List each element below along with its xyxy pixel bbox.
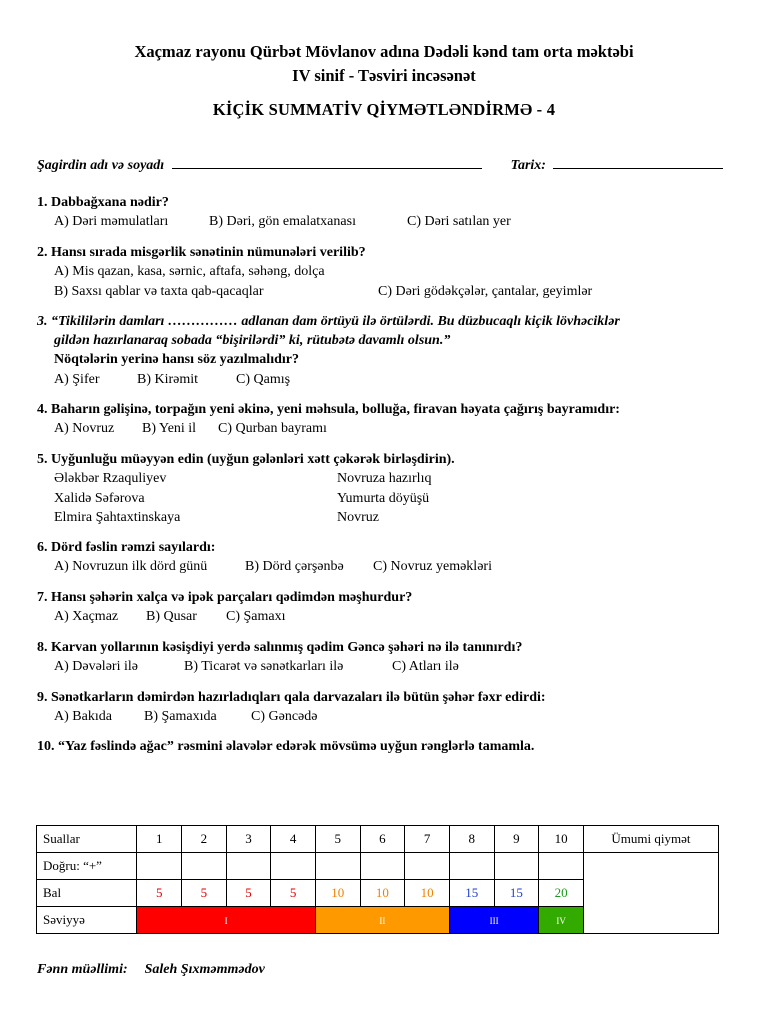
points-cell: 5 — [271, 880, 316, 907]
q2-option-c[interactable]: C) Dəri gödəkçələr, çantalar, geyimlər — [378, 284, 593, 299]
level-label: IV — [556, 916, 566, 926]
q9-option-b[interactable]: B) Şamaxıda — [144, 709, 217, 724]
question-3-line-2: gildən hazırlanaraq sobada “bişirilərdi” ki, rütubətə davamlı olsun.” — [54, 333, 451, 348]
level-cell — [137, 907, 315, 934]
q7-option-b[interactable]: B) Qusar — [146, 609, 197, 624]
q7-option-a[interactable]: A) Xaçmaz — [54, 609, 119, 624]
question-6: 6. Dörd fəslin rəmzi sayılardı: — [37, 540, 216, 555]
question-number: 2 — [182, 826, 227, 853]
school-name: Xaçmaz rayonu Qürbət Mövlanov adına Dədəli kənd tam orta məktəbi — [134, 42, 634, 61]
q4-option-c[interactable]: C) Qurban bayramı — [218, 421, 327, 436]
match-left-3[interactable]: Elmira Şahtaxtinskaya — [54, 510, 181, 525]
row-label-correct: Doğru: “+” — [37, 853, 137, 880]
level-label: III — [489, 916, 499, 926]
question-number: 4 — [271, 826, 316, 853]
question-8: 8. Karvan yollarının kəsişdiyi yerdə salınmış qədim Gəncə şəhəri nə ilə tanınırdı? — [37, 640, 523, 655]
points-cell: 5 — [226, 880, 271, 907]
correct-cell[interactable] — [315, 853, 360, 880]
question-3-line-3: Nöqtələrin yerinə hansı söz yazılmalıdır? — [54, 352, 299, 367]
question-4: 4. Baharın gəlişinə, torpağın yeni əkinə, yeni məhsula, bolluğa, firavan həyata çağırış bayramıdır: — [37, 402, 620, 417]
teacher-name: Saleh Şıxməmmədov — [144, 962, 265, 977]
q1-option-a[interactable]: A) Dəri məmulatları — [54, 214, 169, 229]
question-number: 5 — [315, 826, 360, 853]
question-9: 9. Sənətkarların dəmirdən hazırladıqları qala darvazaları ilə bütün şəhər fəxr edirdi: — [37, 690, 546, 705]
question-7: 7. Hansı şəhərin xalça və ipək parçaları qədimdən məşhurdur? — [37, 590, 413, 605]
points-cell: 10 — [360, 880, 405, 907]
points-cell: 10 — [315, 880, 360, 907]
points-cell: 5 — [137, 880, 182, 907]
student-info-line — [37, 156, 723, 175]
question-1: 1. Dabbağxana nədir? — [37, 195, 169, 210]
match-left-1[interactable]: Ələkbər Rzaquliyev — [54, 471, 167, 486]
correct-cell[interactable] — [405, 853, 450, 880]
q4-option-a[interactable]: A) Novruz — [54, 421, 115, 436]
correct-cell[interactable] — [539, 853, 584, 880]
level-cell — [539, 907, 584, 934]
q1-option-c[interactable]: C) Dəri satılan yer — [407, 214, 511, 229]
q4-option-b[interactable]: B) Yeni il — [142, 421, 197, 436]
level-label: I — [224, 916, 228, 926]
points-cell: 15 — [449, 880, 494, 907]
correct-cell[interactable] — [271, 853, 316, 880]
table-row-questions — [37, 826, 719, 853]
score-table — [36, 825, 719, 934]
correct-cell[interactable] — [494, 853, 539, 880]
match-right-3[interactable]: Novruz — [337, 510, 379, 525]
assessment-title: KİÇİK SUMMATİV QİYMƏTLƏNDİRMƏ - 4 — [212, 100, 556, 119]
q7-option-c[interactable]: C) Şamaxı — [226, 609, 286, 624]
date-label: Tarix: — [510, 158, 546, 173]
question-3-line-1: 3. “Tikililərin damları …………… adlanan dam örtüyü ilə örtülərdi. Bu düzbucaqlı kiçik lövhəciklər — [37, 314, 620, 329]
correct-cell[interactable] — [182, 853, 227, 880]
q2-option-a[interactable]: A) Mis qazan, kasa, sərnic, aftafa, səhəng, dolça — [54, 264, 325, 279]
question-number: 9 — [494, 826, 539, 853]
date-field[interactable] — [553, 156, 723, 169]
student-name-label: Şagirdin adı və soyadı — [37, 158, 165, 173]
row-label-level: Səviyyə — [37, 907, 137, 934]
match-right-1[interactable]: Novruza hazırlıq — [337, 471, 432, 486]
q2-option-b[interactable]: B) Saxsı qablar və taxta qab-qacaqlar — [54, 284, 264, 299]
correct-cell[interactable] — [226, 853, 271, 880]
q6-option-b[interactable]: B) Dörd çərşənbə — [245, 559, 344, 574]
q8-option-b[interactable]: B) Ticarət və sənətkarları ilə — [184, 659, 344, 674]
teacher-label: Fənn müəllimi: — [37, 962, 128, 977]
teacher-line — [37, 962, 265, 978]
points-cell: 20 — [539, 880, 584, 907]
total-score-cell[interactable] — [583, 853, 718, 934]
points-cell: 15 — [494, 880, 539, 907]
points-cell: 10 — [405, 880, 450, 907]
total-score-header: Ümumi qiymət — [583, 826, 718, 853]
level-cell — [449, 907, 538, 934]
correct-cell[interactable] — [449, 853, 494, 880]
points-cell: 5 — [182, 880, 227, 907]
question-number: 7 — [405, 826, 450, 853]
q8-option-a[interactable]: A) Dəvələri ilə — [54, 659, 138, 674]
grade-subject: IV sinif - Təsviri incəsənət — [292, 66, 476, 85]
question-number: 10 — [539, 826, 584, 853]
question-number: 1 — [137, 826, 182, 853]
q6-option-c[interactable]: C) Novruz yeməkləri — [373, 559, 492, 574]
question-number: 8 — [449, 826, 494, 853]
q1-option-b[interactable]: B) Dəri, gön emalatxanası — [209, 214, 356, 229]
q3-option-b[interactable]: B) Kirəmit — [137, 372, 199, 387]
level-cell — [315, 907, 449, 934]
row-label-questions: Suallar — [37, 826, 137, 853]
q3-option-a[interactable]: A) Şifer — [54, 372, 100, 387]
q9-option-a[interactable]: A) Bakıda — [54, 709, 112, 724]
student-name-field[interactable] — [172, 156, 482, 169]
q8-option-c[interactable]: C) Atları ilə — [392, 659, 459, 674]
match-left-2[interactable]: Xalidə Səfərova — [54, 491, 145, 506]
question-5: 5. Uyğunluğu müəyyən edin (uyğun gələnləri xətt çəkərək birləşdirin). — [37, 452, 455, 467]
q3-option-c[interactable]: C) Qamış — [236, 372, 291, 387]
question-number: 6 — [360, 826, 405, 853]
table-row-correct — [37, 853, 719, 880]
question-10: 10. “Yaz fəslində ağac” rəsmini əlavələr edərək mövsümə uyğun rənglərlə tamamla. — [37, 739, 535, 754]
question-2: 2. Hansı sırada misgərlik sənətinin nümunələri verilib? — [37, 245, 366, 260]
q6-option-a[interactable]: A) Novruzun ilk dörd günü — [54, 559, 208, 574]
level-label: II — [379, 916, 386, 926]
correct-cell[interactable] — [137, 853, 182, 880]
correct-cell[interactable] — [360, 853, 405, 880]
q9-option-c[interactable]: C) Gəncədə — [251, 709, 318, 724]
row-label-points: Bal — [37, 880, 137, 907]
match-right-2[interactable]: Yumurta döyüşü — [337, 491, 430, 506]
question-number: 3 — [226, 826, 271, 853]
